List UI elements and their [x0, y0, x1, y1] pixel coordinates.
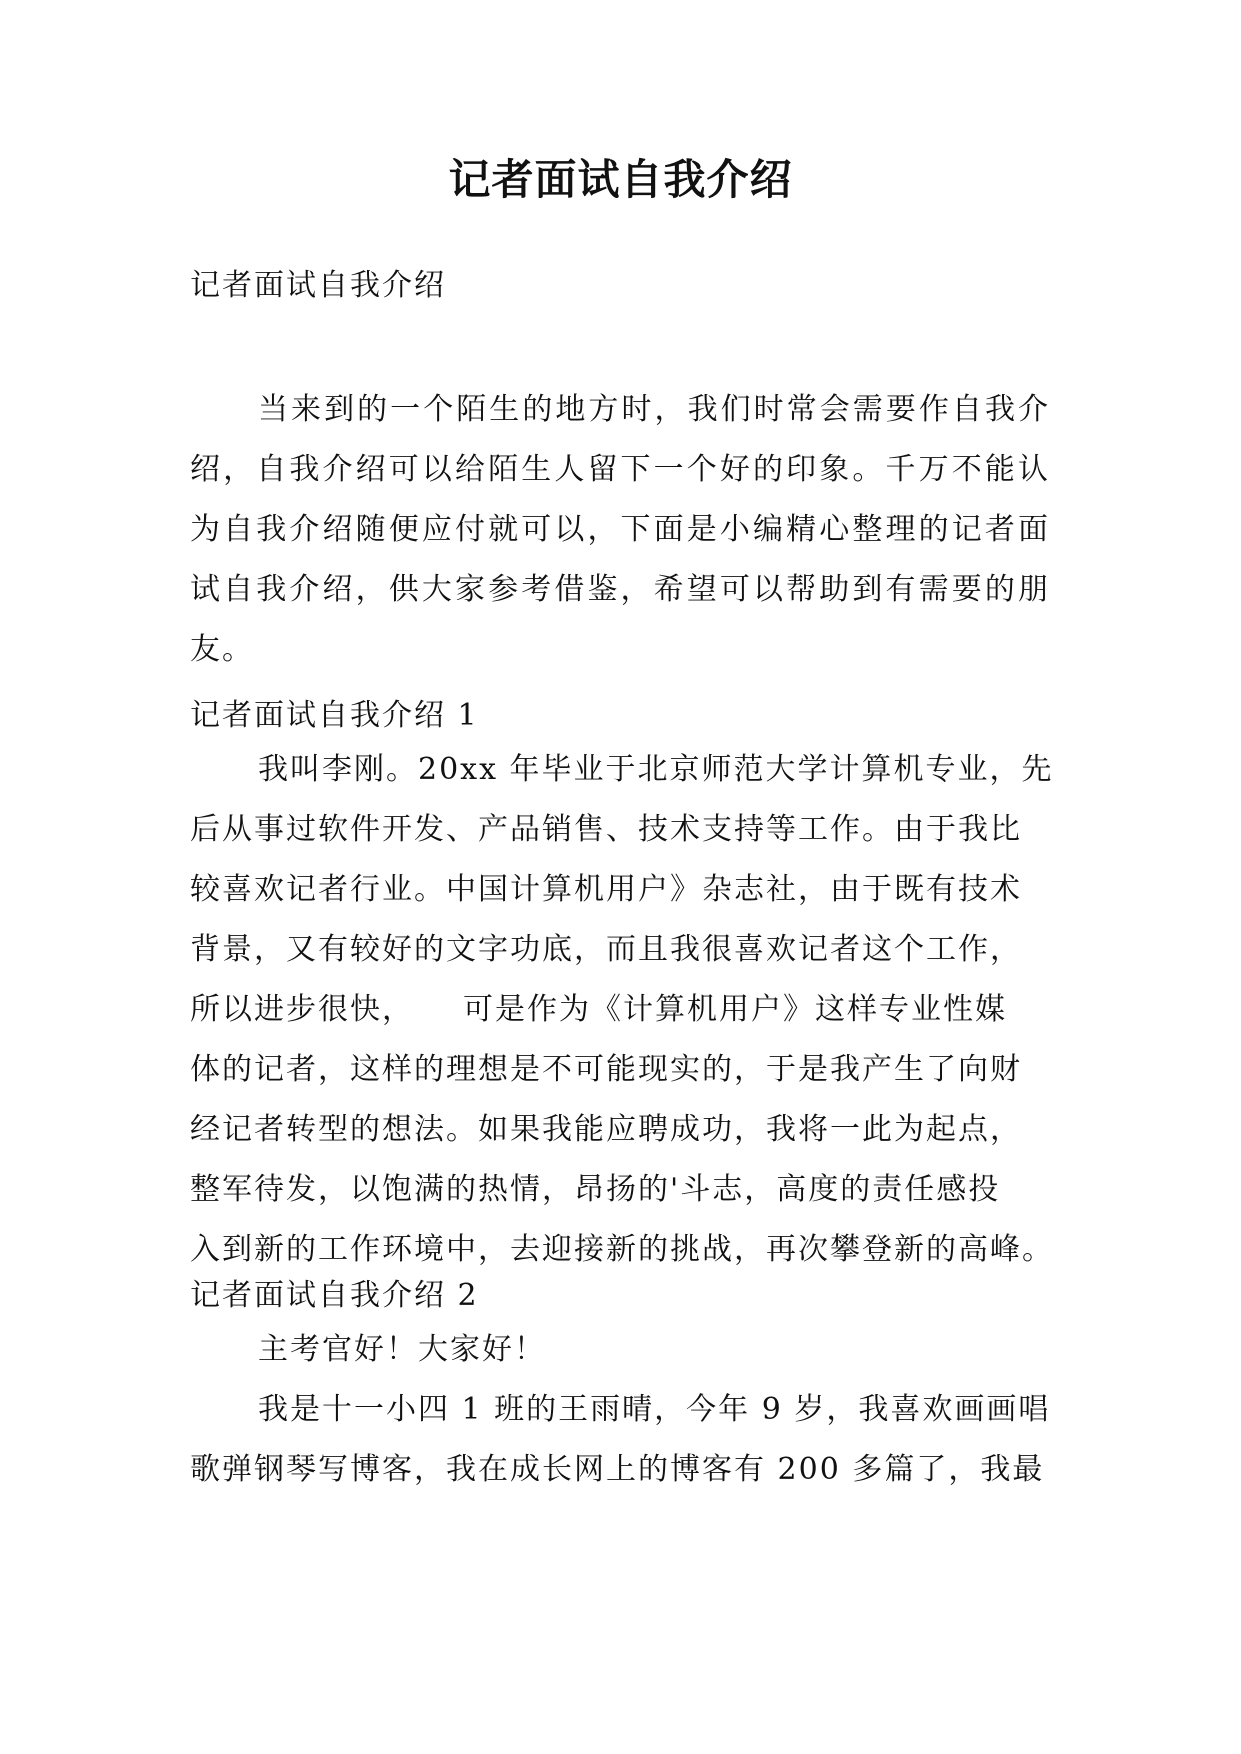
section-1-line: 后从事过软件开发、产品销售、技术支持等工作。由于我比	[190, 812, 1022, 847]
section-1-line: 入到新的工作环境中，去迎接新的挑战，再次攀登新的高峰。	[190, 1232, 1054, 1267]
section-1-line: 所以进步很快， 可是作为《计算机用户》这样专业性媒	[190, 992, 1007, 1027]
section-1-line: 我叫李刚。20xx 年毕业于北京师范大学计算机专业，先	[258, 752, 1054, 787]
section-2-greeting: 主考官好！大家好！	[258, 1332, 546, 1367]
section-1-line: 较喜欢记者行业。中国计算机用户》杂志社，由于既有技术	[190, 872, 1022, 907]
document-subtitle: 记者面试自我介绍	[190, 268, 446, 303]
section-1-line: 体的记者，这样的理想是不可能现实的，于是我产生了向财	[190, 1052, 1022, 1087]
section-2-heading: 记者面试自我介绍 2	[190, 1278, 479, 1313]
section-2-body	[190, 1320, 1050, 1500]
section-1-line: 整军待发，以饱满的热情，昂扬的'斗志，高度的责任感投	[190, 1172, 1001, 1207]
intro-paragraph: 当来到的一个陌生的地方时，我们时常会需要作自我介绍，自我介绍可以给陌生人留下一个好的印象。千万不能认为自我介绍随便应付就可以，下面是小编精心整理的记者面试自我介绍，供大家参考借鉴，希望可以帮助到有需要的朋友。	[190, 392, 1050, 667]
section-1-line: 经记者转型的想法。如果我能应聘成功，我将一此为起点，	[190, 1112, 1022, 1147]
section-2-line: 我是十一小四 1 班的王雨晴，今年 9 岁，我喜欢画画唱	[258, 1392, 1051, 1427]
section-1-body	[190, 740, 1054, 1280]
section-1-heading: 记者面试自我介绍 1	[190, 698, 479, 733]
section-1-line: 背景，又有较好的文字功底，而且我很喜欢记者这个工作，	[190, 932, 1022, 967]
document-title: 记者面试自我介绍	[448, 155, 793, 204]
section-2-line: 歌弹钢琴写博客，我在成长网上的博客有 200 多篇了，我最	[190, 1452, 1045, 1487]
